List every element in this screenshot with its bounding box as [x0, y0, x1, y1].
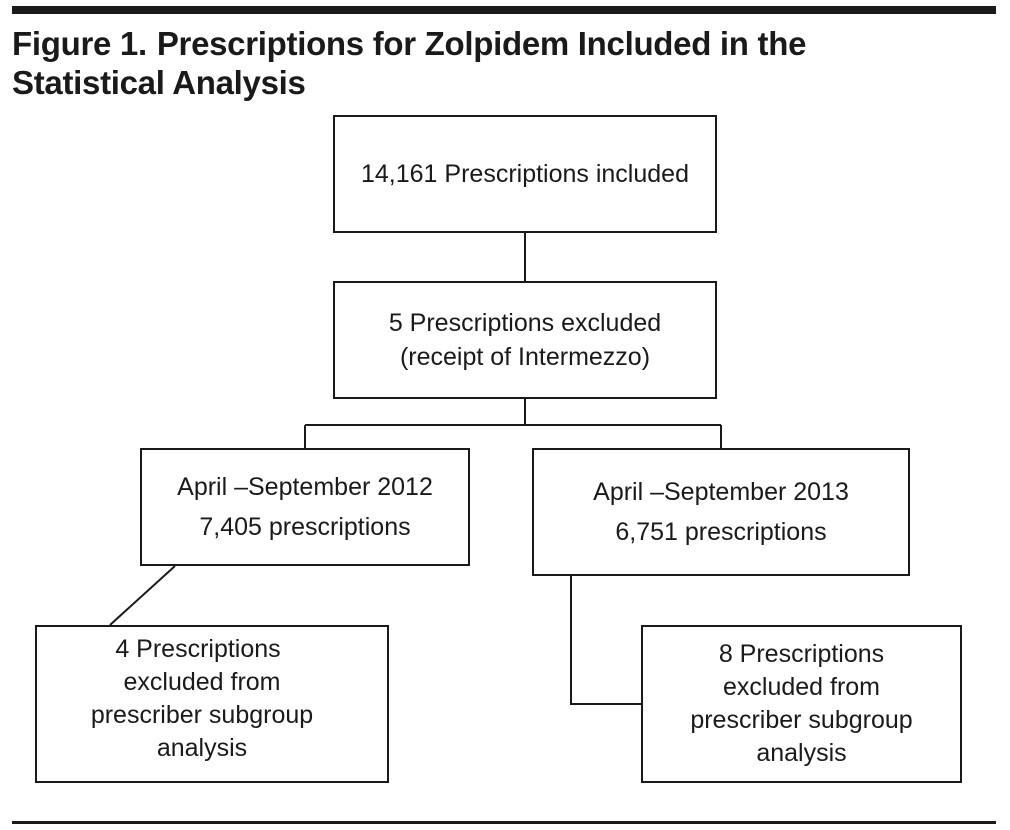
box-line: 14,161 Prescriptions included	[361, 160, 689, 188]
box-line: April –September 2013	[593, 478, 849, 506]
connector-2013-to-excluded	[571, 576, 641, 704]
box-line: 5 Prescriptions excluded	[388, 309, 662, 337]
box-line: April –September 2012	[177, 473, 433, 501]
box-line: analysis	[756, 739, 847, 767]
box-line: excluded from	[722, 673, 881, 701]
box-line: 7,405 prescriptions	[199, 513, 411, 541]
box-line: 4 Prescriptions	[115, 635, 281, 663]
box-excluded-subgroup-2013	[641, 625, 962, 783]
box-period-2012	[140, 448, 470, 566]
box-line: prescriber subgroup	[90, 701, 314, 729]
box-prescriptions-included	[333, 115, 717, 233]
box-line: (receipt of Intermezzo)	[399, 343, 651, 371]
figure-number: Figure 1.	[12, 25, 147, 62]
box-period-2013	[532, 448, 910, 576]
box-line: excluded from	[123, 668, 281, 696]
box-line: 8 Prescriptions	[718, 640, 885, 668]
bottom-rule	[12, 821, 996, 824]
box-excluded-subgroup-2012	[35, 625, 389, 783]
box-line: prescriber subgroup	[690, 706, 913, 734]
connector-2012-to-excluded	[110, 566, 175, 625]
box-line: 6,751 prescriptions	[615, 518, 827, 546]
figure-title-text: Prescriptions for Zolpidem Included in the Statistical Analysis	[12, 25, 807, 101]
box-line: analysis	[156, 734, 248, 762]
box-prescriptions-excluded	[333, 281, 717, 399]
